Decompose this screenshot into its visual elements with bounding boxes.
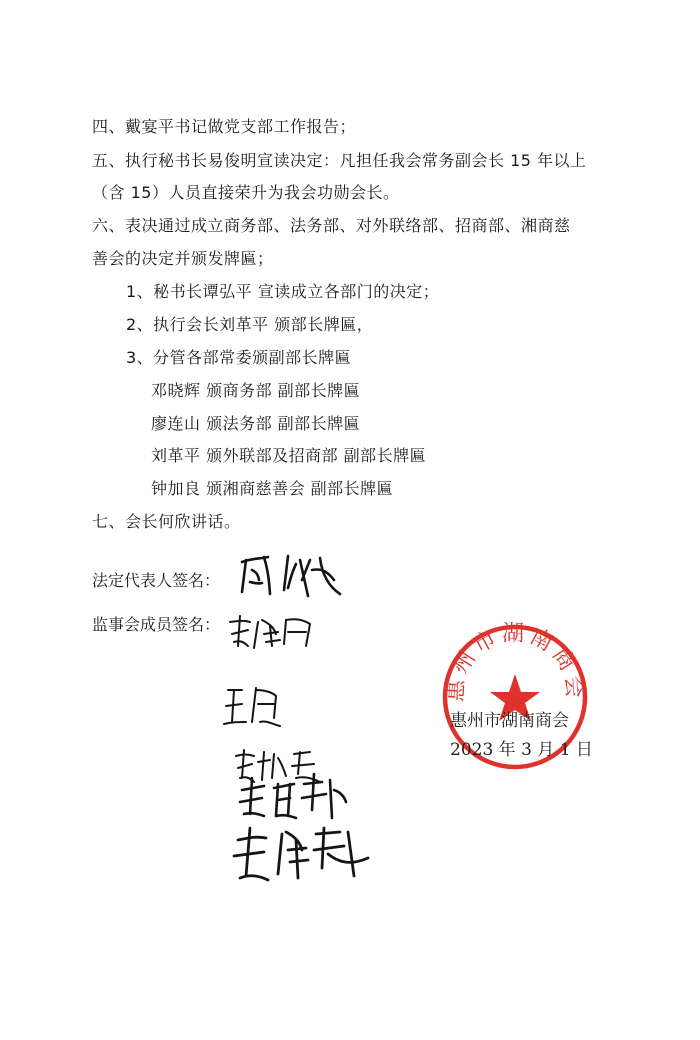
item-4: 四、戴宴平书记做党支部工作报告； bbox=[92, 117, 357, 136]
supervisor-signature-1 bbox=[224, 612, 319, 652]
item-5: 五、执行秘书长易俊明宣读决定：凡担任我会常务副会长 15 年以上 bbox=[92, 151, 587, 170]
document-date: 2023 年 3 月 1 日 bbox=[450, 740, 593, 760]
award-line-3: 刘革平 颁外联部及招商部 副部长牌匾 bbox=[151, 446, 427, 465]
item-6: 六、表决通过成立商务部、法务部、对外联络部、招商部、湘商慈 bbox=[92, 216, 571, 235]
supervisors-label: 监事会成员签名： bbox=[92, 615, 221, 634]
supervisor-signature-5 bbox=[228, 822, 378, 892]
award-line-4: 钟加良 颁湘商慈善会 副部长牌匾 bbox=[151, 479, 394, 498]
award-line-1: 邓晓辉 颁商务部 副部长牌匾 bbox=[151, 381, 361, 400]
seal-text: 惠州市湖南商会 bbox=[443, 622, 587, 703]
org-name: 惠州市湖南商会 bbox=[450, 711, 569, 731]
item-7: 七、会长何欣讲话。 bbox=[92, 512, 241, 531]
supervisor-signature-2 bbox=[220, 682, 290, 732]
legal-rep-label: 法定代表人签名： bbox=[92, 571, 221, 590]
item-5-cont: （含 15）人员直接荣升为我会功勋会长。 bbox=[92, 183, 400, 202]
subitem-3: 3、分管各部常委颁副部长牌匾 bbox=[126, 348, 352, 367]
award-line-2: 廖连山 颁法务部 副部长牌匾 bbox=[151, 414, 361, 433]
subitem-1: 1、秘书长谭弘平 宣读成立各部门的决定； bbox=[126, 282, 440, 301]
legal-rep-signature bbox=[238, 550, 348, 600]
subitem-2: 2、执行会长刘革平 颁部长牌匾， bbox=[126, 315, 374, 334]
supervisor-signature-4 bbox=[234, 770, 354, 830]
item-6-cont: 善会的决定并颁发牌匾； bbox=[92, 249, 274, 268]
